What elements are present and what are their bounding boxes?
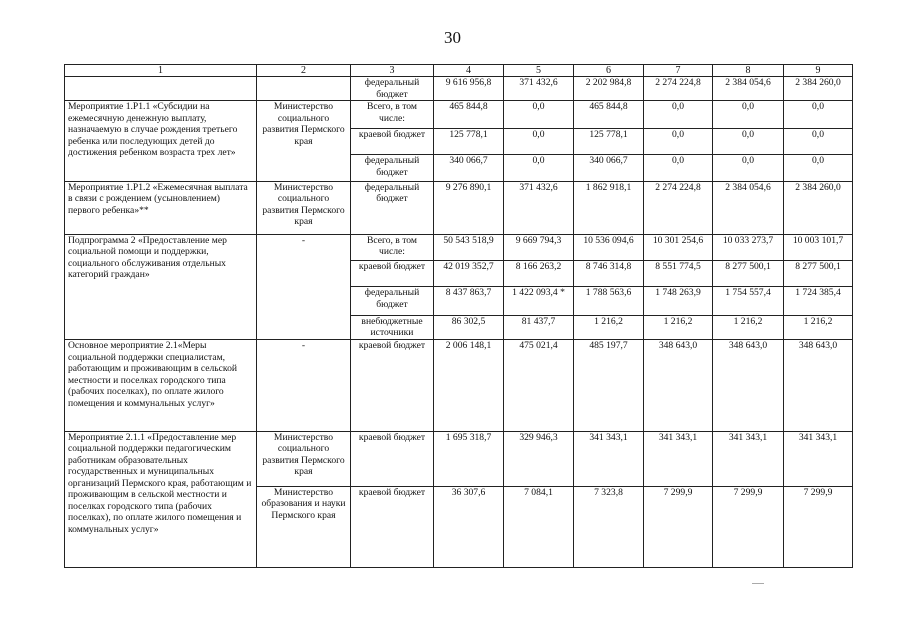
value-cell: 8 551 774,5 [644, 260, 713, 286]
value-cell: 0,0 [644, 128, 713, 154]
value-cell: 0,0 [713, 128, 784, 154]
header-row [65, 65, 853, 77]
column-header: 8 [713, 65, 784, 77]
value-cell: 1 748 263,9 [644, 287, 713, 315]
value-cell: 0,0 [713, 155, 784, 181]
value-cell: 7 323,8 [574, 486, 644, 567]
column-header: 9 [784, 65, 853, 77]
table-row [65, 77, 853, 101]
column-header: 2 [257, 65, 351, 77]
value-cell: 2 384 054,6 [713, 181, 784, 234]
value-cell: 8 277 500,1 [784, 260, 853, 286]
executor: Министерство образования и науки Пермского края [257, 486, 351, 567]
activity-name: Основное мероприятие 2.1«Меры социальной поддержки специалистам, работающим и проживающим в сельской местности и поселках городского типа (рабочих поселках), по оплате жилого помещения и коммунальных услуг» [65, 340, 257, 431]
column-header: 6 [574, 65, 644, 77]
value-cell: 340 066,7 [434, 155, 504, 181]
executor: Министерство социального развития Пермского края [257, 101, 351, 181]
funding-source: краевой бюджет [351, 260, 434, 286]
value-cell: 371 432,6 [504, 181, 574, 234]
value-cell: 341 343,1 [574, 431, 644, 486]
funding-source: федеральный бюджет [351, 181, 434, 234]
value-cell: 0,0 [784, 101, 853, 128]
table-row [65, 431, 853, 486]
column-header: 7 [644, 65, 713, 77]
funding-source: федеральный бюджет [351, 77, 434, 101]
value-cell: 341 343,1 [784, 431, 853, 486]
value-cell: 8 746 314,8 [574, 260, 644, 286]
funding-source: внебюджетные источники [351, 315, 434, 339]
value-cell: 8 277 500,1 [713, 260, 784, 286]
activity-name: Подпрограмма 2 «Предоставление мер социальной помощи и поддержки, социального обслуживания отдельных категорий граждан» [65, 234, 257, 340]
column-header: 4 [434, 65, 504, 77]
funding-source: краевой бюджет [351, 128, 434, 154]
value-cell: 125 778,1 [434, 128, 504, 154]
value-cell: 10 536 094,6 [574, 234, 644, 260]
executor: Министерство социального развития Пермского края [257, 431, 351, 486]
value-cell: 0,0 [713, 101, 784, 128]
value-cell: 10 301 254,6 [644, 234, 713, 260]
value-cell: 465 844,8 [434, 101, 504, 128]
value-cell: 2 202 984,8 [574, 77, 644, 101]
value-cell: 341 343,1 [644, 431, 713, 486]
funding-source: федеральный бюджет [351, 287, 434, 315]
value-cell: 0,0 [644, 101, 713, 128]
value-cell: 2 384 260,0 [784, 181, 853, 234]
table-row [65, 181, 853, 234]
value-cell: 0,0 [784, 155, 853, 181]
value-cell: 8 166 263,2 [504, 260, 574, 286]
value-cell: 9 669 794,3 [504, 234, 574, 260]
value-cell: 2 384 054,6 [713, 77, 784, 101]
table-row [65, 101, 853, 128]
value-cell: 9 276 890,1 [434, 181, 504, 234]
column-header: 5 [504, 65, 574, 77]
value-cell: 1 862 918,1 [574, 181, 644, 234]
table-row [65, 340, 853, 431]
activity-name: Мероприятие 2.1.1 «Предоставление мер социальной поддержки педагогическим работникам образовательных государственных и муниципальных организаций Пермского края, работающим и проживающим в сельской местности и поселках городского типа (рабочих поселках), по оплате жилого помещения и коммунальных услуг» [65, 431, 257, 567]
value-cell: 2 274 224,8 [644, 77, 713, 101]
value-cell: 1 216,2 [713, 315, 784, 339]
value-cell: 8 437 863,7 [434, 287, 504, 315]
value-cell: 348 643,0 [644, 340, 713, 431]
value-cell: 1 216,2 [574, 315, 644, 339]
activity-name [65, 77, 257, 101]
page-number: 30 [444, 28, 461, 47]
value-cell: 0,0 [784, 128, 853, 154]
value-cell: 81 437,7 [504, 315, 574, 339]
value-cell: 7 299,9 [784, 486, 853, 567]
value-cell: 0,0 [644, 155, 713, 181]
value-cell: 7 084,1 [504, 486, 574, 567]
executor: Министерство социального развития Пермского края [257, 181, 351, 234]
value-cell: 340 066,7 [574, 155, 644, 181]
value-cell: 10 003 101,7 [784, 234, 853, 260]
funding-source: федеральный бюджет [351, 155, 434, 181]
value-cell: 348 643,0 [784, 340, 853, 431]
activity-name: Мероприятие 1.Р1.2 «Ежемесячная выплата в связи с рождением (усыновлением) первого ребенка»** [65, 181, 257, 234]
value-cell: 341 343,1 [713, 431, 784, 486]
value-cell: 0,0 [504, 101, 574, 128]
value-cell: 1 216,2 [784, 315, 853, 339]
footer-mark [752, 583, 764, 584]
value-cell: 371 432,6 [504, 77, 574, 101]
executor: - [257, 234, 351, 340]
budget-table [64, 64, 853, 568]
value-cell: 1 724 385,4 [784, 287, 853, 315]
funding-source: краевой бюджет [351, 486, 434, 567]
value-cell: 10 033 273,7 [713, 234, 784, 260]
executor [257, 77, 351, 101]
executor: - [257, 340, 351, 431]
value-cell: 7 299,9 [644, 486, 713, 567]
value-cell: 1 754 557,4 [713, 287, 784, 315]
value-cell: 0,0 [504, 155, 574, 181]
column-header: 3 [351, 65, 434, 77]
value-cell: 2 006 148,1 [434, 340, 504, 431]
value-cell: 36 307,6 [434, 486, 504, 567]
value-cell: 125 778,1 [574, 128, 644, 154]
value-cell: 1 788 563,6 [574, 287, 644, 315]
value-cell: 348 643,0 [713, 340, 784, 431]
value-cell: 329 946,3 [504, 431, 574, 486]
value-cell: 1 695 318,7 [434, 431, 504, 486]
column-header: 1 [65, 65, 257, 77]
value-cell: 485 197,7 [574, 340, 644, 431]
funding-source: краевой бюджет [351, 431, 434, 486]
value-cell: 2 274 224,8 [644, 181, 713, 234]
value-cell: 465 844,8 [574, 101, 644, 128]
funding-source: Всего, в том числе: [351, 234, 434, 260]
value-cell: 1 422 093,4 * [504, 287, 574, 315]
table-row [65, 234, 853, 260]
value-cell: 2 384 260,0 [784, 77, 853, 101]
value-cell: 7 299,9 [713, 486, 784, 567]
value-cell: 86 302,5 [434, 315, 504, 339]
value-cell: 9 616 956,8 [434, 77, 504, 101]
value-cell: 42 019 352,7 [434, 260, 504, 286]
value-cell: 50 543 518,9 [434, 234, 504, 260]
value-cell: 1 216,2 [644, 315, 713, 339]
activity-name: Мероприятие 1.Р1.1 «Субсидии на ежемесячную денежную выплату, назначаемую в случае рождения третьего ребенка или последующих детей до достижения ребенком возраста трех лет» [65, 101, 257, 181]
value-cell: 475 021,4 [504, 340, 574, 431]
funding-source: краевой бюджет [351, 340, 434, 431]
funding-source: Всего, в том числе: [351, 101, 434, 128]
value-cell: 0,0 [504, 128, 574, 154]
